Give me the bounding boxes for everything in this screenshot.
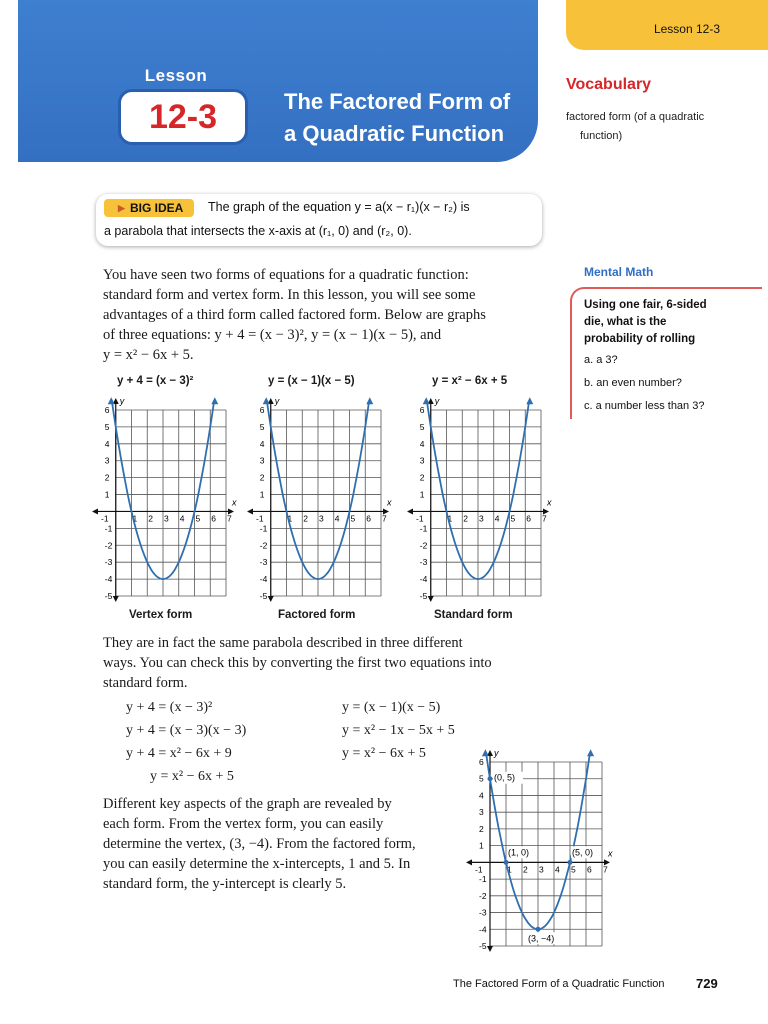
conversion-left-3: y + 4 = x² − 6x + 9	[126, 746, 232, 761]
y-tick-label: -3	[479, 907, 487, 918]
y-tick-label: -4	[479, 924, 487, 935]
y-axis-label: y	[434, 396, 440, 406]
closing-line-5: standard form, the y-intercept is clearly 5.	[103, 876, 347, 892]
conversion-left-4: y = x² − 6x + 5	[150, 769, 234, 784]
intro-line-3: advantages of a third form called factored form. Below are graphs	[103, 307, 486, 323]
y-tick-label: 3	[104, 455, 110, 466]
graph-1-title: y + 4 = (x − 3)²	[117, 375, 194, 387]
x-tick-label: 5	[350, 513, 356, 524]
curve-arrow-icon	[482, 749, 489, 756]
y-tick-label: 1	[104, 489, 110, 500]
closing-paragraph	[103, 794, 463, 894]
arrow-right-icon: ▶	[118, 203, 125, 213]
x-tick-label: 6	[366, 513, 371, 524]
closing-line-1: Different key aspects of the graph are revealed by	[103, 796, 392, 812]
y-tick-label: 6	[259, 405, 265, 415]
x-tick-label: 7	[603, 864, 608, 875]
y-tick-label: -5	[259, 591, 268, 601]
x-axis-arrow-icon	[407, 508, 413, 514]
x-tick-label: 6	[587, 864, 592, 875]
graph-1-caption: Vertex form	[129, 609, 193, 621]
graph-annotated	[462, 742, 612, 952]
y-axis-arrow-icon	[428, 596, 434, 602]
conversion-left-1: y + 4 = (x − 3)²	[126, 700, 213, 715]
y-axis-arrow-icon	[113, 596, 119, 602]
big-idea-line-1: The graph of the equation y = a(x − r₁)(x − r₂) is	[208, 200, 470, 214]
mental-math-option-a: a. a 3?	[584, 354, 618, 366]
curve-arrow-icon	[108, 397, 115, 404]
y-tick-label: -4	[419, 574, 428, 585]
mental-math-question	[584, 297, 744, 348]
x-tick-label: 4	[334, 513, 340, 524]
y-tick-label: 6	[104, 405, 110, 415]
point-label: (1, 0)	[508, 847, 530, 858]
x-tick-label: 4	[179, 513, 185, 524]
y-tick-label: -2	[479, 890, 487, 901]
y-axis-label: y	[274, 396, 280, 406]
y-axis-arrow-icon	[487, 946, 493, 952]
intro-line-2: standard form and vertex form. In this lesson, you will see some	[103, 287, 476, 303]
y-tick-label: 5	[259, 421, 265, 432]
y-tick-label: -2	[104, 540, 113, 551]
lesson-banner	[18, 0, 538, 162]
y-tick-label: 5	[479, 773, 484, 784]
x-tick-label: 1	[287, 513, 293, 524]
x-tick-label: 5	[510, 513, 516, 524]
y-axis-arrow-icon	[268, 596, 274, 602]
x-tick-label: 1	[447, 513, 453, 524]
intro-paragraph	[103, 265, 523, 365]
y-tick-label: 4	[259, 438, 265, 449]
x-tick-label: -1	[101, 513, 109, 524]
mental-math-question-line-3: probability of rolling	[584, 333, 696, 345]
vocabulary-item	[566, 108, 736, 146]
vocabulary-item-line-1: factored form (of a quadratic	[566, 111, 705, 123]
middle-paragraph	[103, 633, 523, 693]
x-axis-label: x	[387, 497, 392, 508]
conversion-left-2: y + 4 = (x − 3)(x − 3)	[126, 723, 247, 738]
x-tick-label: 1	[507, 864, 512, 875]
big-idea-tag	[104, 199, 194, 217]
x-axis-label: x	[232, 497, 237, 508]
lesson-number: 12-3	[148, 98, 218, 136]
point-marker	[568, 860, 573, 865]
y-axis-label: y	[119, 396, 125, 406]
page-number: 729	[696, 976, 718, 991]
lesson-number-box	[118, 89, 248, 145]
y-tick-label: -2	[419, 540, 428, 551]
y-tick-label: 3	[259, 455, 265, 466]
curve-arrow-icon	[587, 749, 594, 756]
y-tick-label: -1	[259, 523, 268, 534]
y-tick-label: 6	[479, 757, 484, 767]
middle-line-1: They are in fact the same parabola described in three different	[103, 635, 463, 651]
x-axis-arrow-icon	[247, 508, 253, 514]
y-tick-label: 1	[479, 840, 484, 851]
conversion-right-1: y = (x − 1)(x − 5)	[342, 700, 441, 715]
graph-factored-form	[243, 390, 391, 602]
graph-2-caption: Factored form	[278, 609, 356, 621]
y-tick-label: -4	[259, 574, 268, 585]
x-tick-label: 2	[303, 513, 308, 524]
point-label: (5, 0)	[572, 847, 594, 858]
closing-line-4: you can easily determine the x-intercepts, 1 and 5. In	[103, 856, 411, 872]
x-tick-label: 3	[319, 513, 324, 524]
y-tick-label: 5	[419, 421, 425, 432]
y-tick-label: 6	[419, 405, 425, 415]
x-tick-label: 3	[479, 513, 484, 524]
lesson-tab	[566, 0, 768, 50]
x-tick-label: -1	[256, 513, 264, 524]
closing-line-2: each form. From the vertex form, you can easily	[103, 816, 384, 832]
y-tick-label: 2	[259, 472, 265, 483]
curve-arrow-icon	[366, 397, 373, 404]
y-tick-label: 2	[479, 823, 484, 834]
y-tick-label: -3	[104, 557, 113, 568]
closing-line-3: determine the vertex, (3, −4). From the factored form,	[103, 836, 416, 852]
y-tick-label: -1	[479, 874, 487, 885]
middle-line-2: ways. You can check this by converting the first two equations into	[103, 655, 492, 671]
y-tick-label: -5	[479, 941, 487, 951]
curve-arrow-icon	[263, 397, 270, 404]
graph-3-title: y = x² − 6x + 5	[432, 375, 508, 387]
y-tick-label: 3	[479, 807, 484, 818]
x-tick-label: -1	[416, 513, 424, 524]
x-tick-label: 1	[132, 513, 138, 524]
point-label: (0, 5)	[494, 772, 516, 783]
y-tick-label: -1	[419, 523, 428, 534]
y-tick-label: 3	[419, 455, 425, 466]
x-tick-label: 5	[195, 513, 201, 524]
x-tick-label: 6	[211, 513, 216, 524]
mental-math-heading: Mental Math	[584, 265, 654, 279]
intro-line-5: y = x² − 6x + 5.	[103, 347, 194, 363]
mental-math-option-c: c. a number less than 3?	[584, 400, 705, 412]
lesson-tab-label: Lesson 12-3	[653, 22, 720, 36]
x-axis-label: x	[608, 848, 613, 859]
page-title	[284, 86, 510, 150]
point-marker	[488, 776, 493, 781]
x-axis-label: x	[547, 497, 552, 508]
title-line-1: The Factored Form of	[284, 89, 511, 114]
y-tick-label: 4	[419, 438, 425, 449]
x-tick-label: 7	[542, 513, 547, 524]
intro-line-1: You have seen two forms of equations for a quadratic function:	[103, 267, 469, 283]
y-tick-label: 4	[104, 438, 110, 449]
graph-3-caption: Standard form	[434, 609, 513, 621]
y-tick-label: -5	[104, 591, 113, 601]
y-tick-label: 4	[479, 790, 484, 801]
curve-arrow-icon	[423, 397, 430, 404]
title-line-2: a Quadratic Function	[284, 121, 505, 146]
point-marker	[504, 860, 509, 865]
x-tick-label: 2	[463, 513, 468, 524]
big-idea-box	[96, 194, 542, 246]
y-tick-label: 5	[104, 421, 110, 432]
x-tick-label: 4	[494, 513, 500, 524]
x-tick-label: 7	[382, 513, 387, 524]
x-axis-arrow-icon	[92, 508, 98, 514]
x-tick-label: 2	[148, 513, 153, 524]
vocabulary-item-line-2: function)	[580, 130, 623, 142]
point-marker	[536, 927, 541, 932]
y-tick-label: 1	[259, 489, 265, 500]
point-label: (3, −4)	[528, 933, 555, 944]
conversion-right-3: y = x² − 6x + 5	[342, 746, 426, 761]
y-tick-label: -1	[104, 523, 113, 534]
y-tick-label: 1	[419, 489, 425, 500]
big-idea-tag-label: BIG IDEA	[130, 201, 184, 215]
curve-arrow-icon	[526, 397, 533, 404]
y-tick-label: -2	[259, 540, 268, 551]
y-tick-label: -4	[104, 574, 113, 585]
graph-2-title: y = (x − 1)(x − 5)	[268, 375, 355, 387]
x-tick-label: 6	[526, 513, 531, 524]
lesson-word: Lesson	[144, 66, 208, 85]
x-tick-label: 2	[523, 864, 528, 875]
y-tick-label: 2	[104, 472, 110, 483]
intro-line-4: of three equations: y + 4 = (x − 3)², y = (x − 1)(x − 5), and	[103, 327, 442, 343]
y-axis-label: y	[494, 748, 499, 758]
mental-math-option-b: b. an even number?	[584, 377, 682, 389]
x-axis-arrow-icon	[466, 859, 472, 865]
conversion-right-2: y = x² − 1x − 5x + 5	[342, 723, 455, 738]
x-tick-label: -1	[475, 864, 483, 875]
y-tick-label: -3	[259, 557, 268, 568]
mental-math-question-line-1: Using one fair, 6-sided	[584, 299, 707, 311]
y-tick-label: 2	[419, 472, 425, 483]
x-tick-label: 4	[555, 864, 560, 875]
mental-math-question-line-2: die, what is the	[584, 316, 667, 328]
y-tick-label: -5	[419, 591, 428, 601]
middle-line-3: standard form.	[103, 675, 188, 691]
vocabulary-heading: Vocabulary	[566, 76, 652, 93]
x-tick-label: 3	[164, 513, 169, 524]
footer-running-title: The Factored Form of a Quadratic Function	[453, 978, 665, 990]
graph-standard-form	[403, 390, 551, 602]
y-tick-label: -3	[419, 557, 428, 568]
x-tick-label: 3	[539, 864, 544, 875]
x-tick-label: 7	[227, 513, 232, 524]
x-tick-label: 5	[571, 864, 576, 875]
graph-vertex-form	[88, 390, 236, 602]
curve-arrow-icon	[211, 397, 218, 404]
big-idea-line-2: a parabola that intersects the x-axis at (r₁, 0) and (r₂, 0).	[104, 224, 412, 238]
